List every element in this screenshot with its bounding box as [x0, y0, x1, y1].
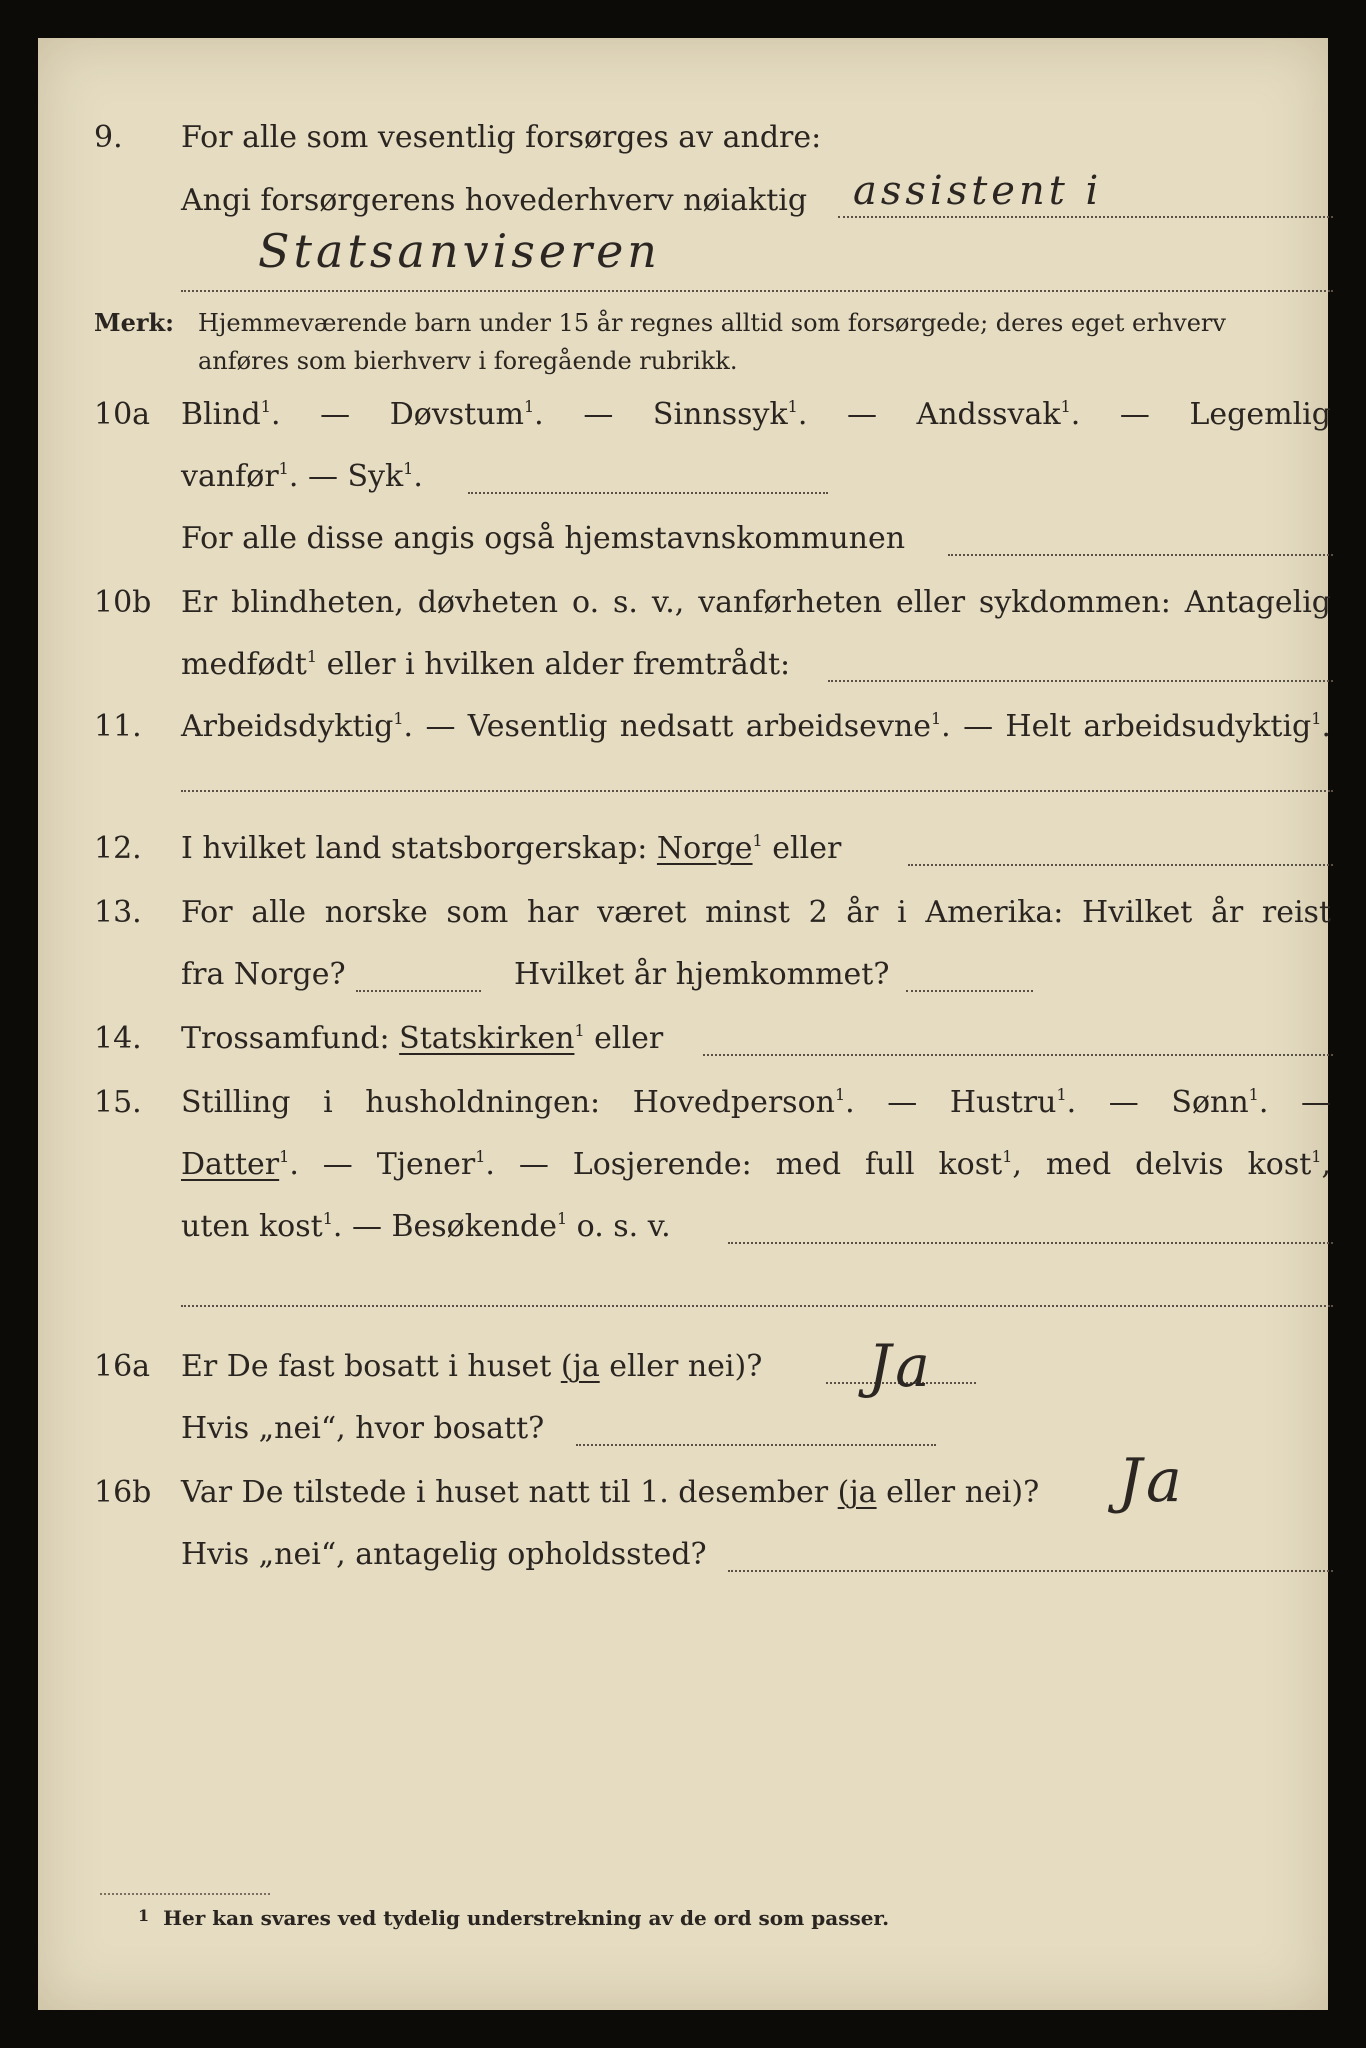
answer-line	[181, 790, 1333, 792]
footnote-marker: 1	[138, 1906, 150, 1925]
question-number: 11.	[94, 709, 142, 744]
question-text: Hvis „nei“, hvor bosatt?	[181, 1411, 545, 1446]
underlined-answer: Statskirken	[399, 1021, 575, 1056]
question-13-line-2	[38, 950, 1328, 1000]
question-number: 9.	[94, 120, 123, 155]
answer-line	[181, 1305, 1333, 1307]
answer-line	[728, 1570, 1333, 1572]
question-text: For alle som vesentlig forsørges av andre:	[181, 120, 822, 155]
question-15	[38, 1078, 1331, 1128]
question-10a-line-3	[38, 514, 1328, 564]
question-text: Angi forsørgerens hovederhverv nøiaktig	[181, 183, 808, 218]
question-text: Stilling i husholdningen: Hovedperson$^1$. — Hustru$^1$. — Sønn$^1$. —	[181, 1085, 1331, 1120]
question-16b-line-2	[38, 1530, 1328, 1580]
census-form-page	[38, 38, 1332, 2010]
question-number: 16a	[94, 1349, 151, 1384]
question-text: Hvis „nei“, antagelig opholdssted?	[181, 1537, 707, 1572]
question-text: Var De tilstede i huset natt til 1. desember (ja eller nei)?	[181, 1475, 1040, 1510]
underlined-answer: Datter	[181, 1147, 280, 1182]
question-16b	[38, 1446, 1328, 1518]
question-9-line-3	[38, 224, 1328, 288]
question-text: Er De fast bosatt i huset (ja eller nei)?	[181, 1349, 763, 1384]
question-number: 10a	[94, 397, 151, 432]
question-number: 14.	[94, 1021, 142, 1056]
question-number: 15.	[94, 1085, 142, 1120]
question-text: Er blindheten, døvheten o. s. v., vanførheten eller sykdommen: Antagelig	[181, 585, 1331, 620]
answer-line	[838, 216, 1333, 218]
question-number: 13.	[94, 895, 142, 930]
question-16a	[38, 1332, 1328, 1400]
question-text: For alle disse angis også hjemstavnskommunen	[181, 521, 906, 556]
question-11	[38, 702, 1331, 752]
question-number: 12.	[94, 831, 142, 866]
question-12	[38, 824, 1328, 874]
question-text: uten kost$^1$. — Besøkende$^1$ o. s. v.	[181, 1209, 671, 1244]
question-15-line-3	[38, 1202, 1328, 1252]
answer-line	[576, 1444, 936, 1446]
answer-line	[181, 290, 1333, 292]
handwritten-answer: assistent i	[853, 168, 1103, 214]
question-13	[38, 888, 1331, 938]
question-10b	[38, 578, 1331, 628]
question-9-line-2	[38, 168, 1328, 226]
question-text: For alle norske som har været minst 2 år i Amerika: Hvilket år reist	[181, 895, 1331, 930]
question-text: Blind$^1$. — Døvstum$^1$. — Sinnssyk$^1$. — Andssvak$^1$. — Legemlig	[181, 397, 1331, 432]
question-number: 16b	[94, 1475, 152, 1510]
question-10a	[38, 390, 1331, 440]
footnote	[138, 1906, 889, 1930]
answer-line	[356, 990, 481, 992]
question-text: Arbeidsdyktig$^1$. — Vesentlig nedsatt arbeidsevne$^1$. — Helt arbeidsudyktig$^1$.	[181, 709, 1331, 744]
question-14	[38, 1014, 1328, 1064]
note-line: anføres som bierhverv i foregående rubrikk.	[198, 347, 738, 375]
question-15-line-2	[38, 1140, 1332, 1190]
answer-line	[703, 1054, 1333, 1056]
footnote-text: Her kan svares ved tydelig understrekning av de ord som passer.	[163, 1906, 890, 1930]
question-text: Hvilket år hjemkommet?	[514, 957, 890, 992]
question-text: Datter$^1$. — Tjener$^1$. — Losjerende: med full kost$^1$, med delvis kost$^1$,	[181, 1147, 1332, 1182]
handwritten-answer: Ja	[868, 1332, 934, 1400]
question-10a-line-2	[38, 452, 1328, 502]
underlined-answer: (ja	[837, 1475, 877, 1510]
question-text: medfødt$^1$ eller i hvilken alder fremtrådt:	[181, 647, 791, 682]
answer-line	[828, 680, 1333, 682]
question-number: 10b	[94, 585, 152, 620]
question-text: I hvilket land statsborgerskap: Norge$^1$ eller	[181, 831, 842, 866]
handwritten-answer: Ja	[1118, 1446, 1186, 1516]
question-text: vanfør$^1$. — Syk$^1$.	[181, 459, 423, 494]
underlined-answer: (ja	[560, 1349, 600, 1384]
note-line: Hjemmeværende barn under 15 år regnes alltid som forsørgede; deres eget erhverv	[198, 309, 1226, 337]
answer-line	[948, 554, 1333, 556]
underlined-answer: Norge	[656, 831, 753, 866]
answer-line	[468, 492, 828, 494]
answer-line	[908, 864, 1333, 866]
question-9	[38, 113, 1328, 163]
question-text: fra Norge?	[181, 957, 346, 992]
answer-line	[728, 1242, 1333, 1244]
note-label: Merk:	[94, 308, 174, 337]
footnote-rule	[100, 1893, 270, 1895]
question-10b-line-2	[38, 640, 1328, 690]
answer-line	[906, 990, 1033, 992]
handwritten-answer: Statsanviseren	[258, 224, 661, 278]
question-text: Trossamfund: Statskirken$^1$ eller	[181, 1021, 664, 1056]
